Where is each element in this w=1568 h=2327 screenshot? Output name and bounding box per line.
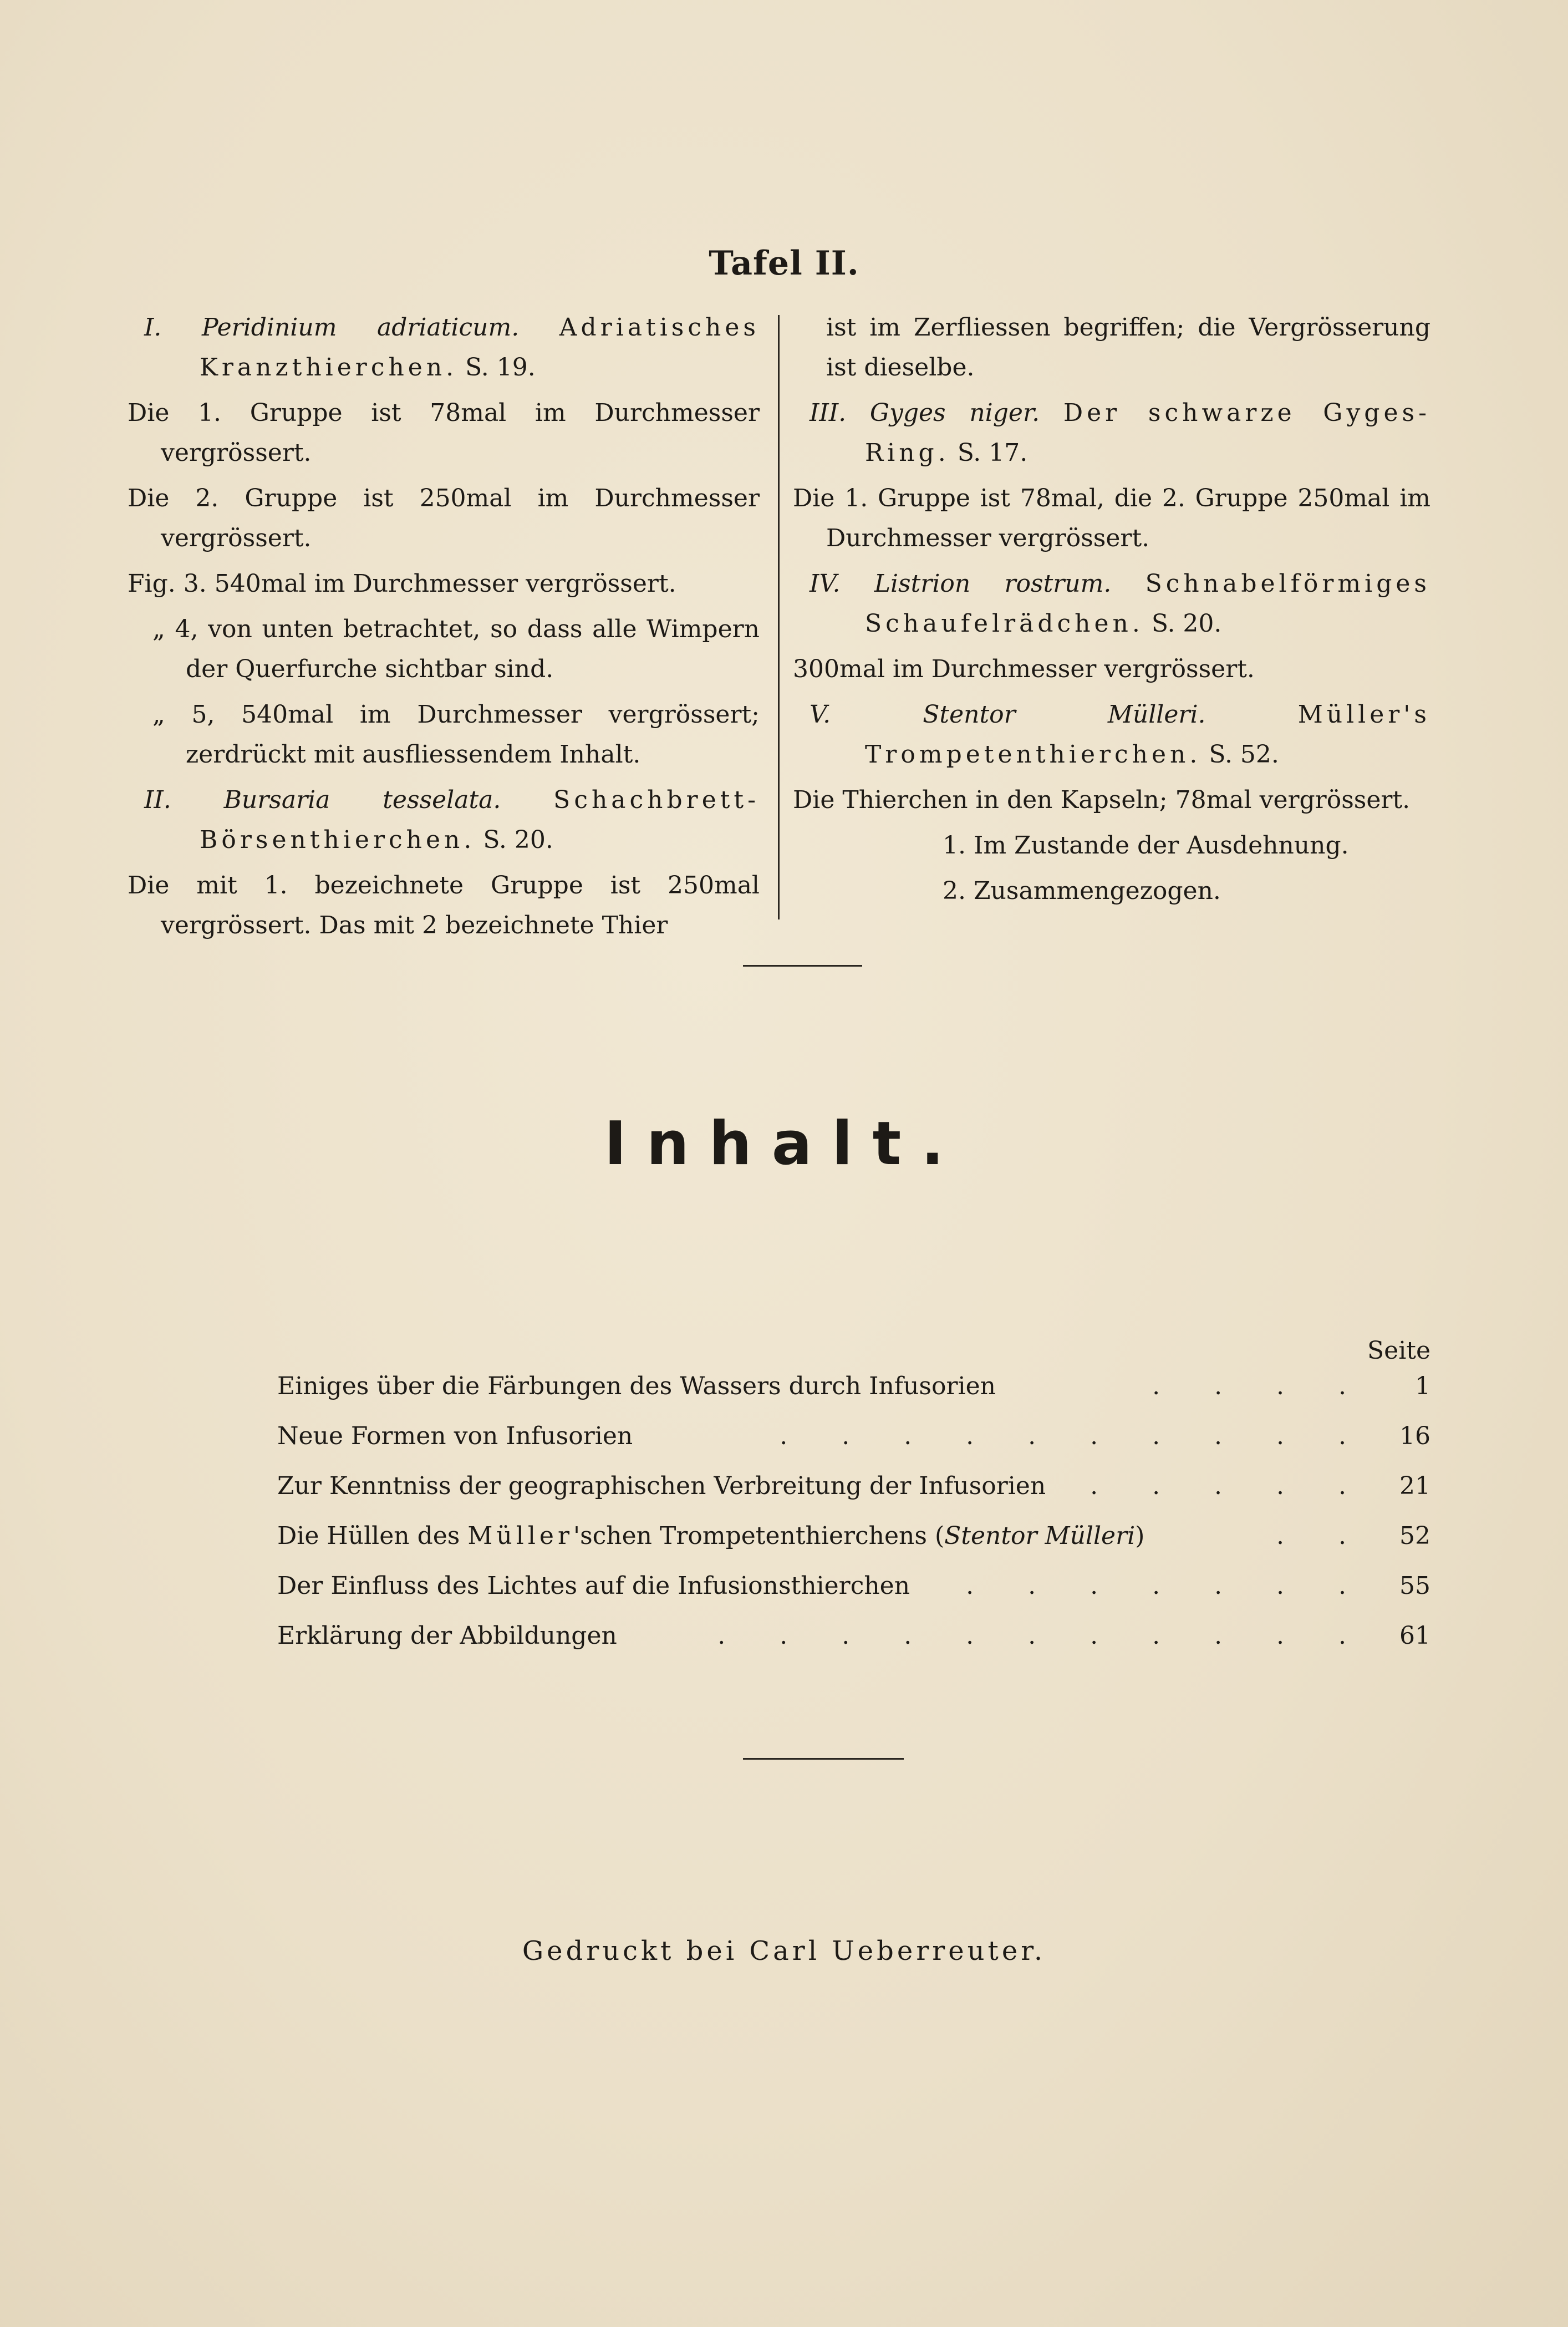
toc-title-part: Die Hüllen des	[277, 1522, 468, 1550]
toc-entry	[277, 1411, 1430, 1461]
species-name: Stentor Mülleri.	[923, 700, 1206, 729]
plate-entry-heading	[128, 780, 760, 860]
common-name: Müller's Trompetenthierchen.	[865, 700, 1430, 769]
plate-line: Die mit 1. bezeichnete Gruppe ist 250mal vergrössert. Das mit 2 bezeichnete Thier	[128, 871, 760, 939]
toc-title: Einiges über die Färbungen des Wassers durch Infusorien	[277, 1372, 996, 1400]
entry-numeral: V.	[810, 700, 831, 729]
toc-leader: . . . . .	[1090, 1472, 1370, 1500]
page-column-label: Seite	[1367, 1337, 1430, 1365]
toc-leader: . . . . . . . . . .	[780, 1422, 1370, 1450]
entry-numeral: IV.	[810, 570, 841, 598]
plate-entry-heading	[793, 695, 1430, 775]
toc-page-number: 61	[1399, 1622, 1430, 1650]
toc-leader: . . . . . . . . . . .	[717, 1622, 1370, 1650]
page-reference: S. 19.	[465, 353, 536, 382]
plate-line: Die Thierchen in den Kapseln; 78mal vergrössert.	[793, 786, 1411, 814]
tafel-title: Tafel II.	[709, 244, 859, 283]
toc-page-number: 16	[1399, 1422, 1430, 1450]
plate-line: 300mal im Durchmesser vergrössert.	[793, 655, 1255, 683]
toc-entry	[277, 1611, 1430, 1661]
toc-title: Der Einfluss des Lichtes auf die Infusionsthierchen	[277, 1572, 910, 1600]
contents-title: Inhalt.	[604, 1109, 964, 1178]
species-name: Listrion rostrum.	[874, 570, 1112, 598]
toc-title: Neue Formen von Infusorien	[277, 1422, 633, 1450]
toc-leader: . . . . . . .	[966, 1572, 1370, 1600]
tafel-left-column	[128, 308, 760, 951]
plate-line: Die 2. Gruppe ist 250mal im Durchmesser vergrössert.	[128, 484, 760, 552]
toc-title-part: 'schen Trompetenthierchens (	[573, 1522, 945, 1550]
common-name: Der schwarze Gyges-Ring.	[865, 399, 1430, 467]
toc-page-number: 21	[1399, 1472, 1430, 1500]
plate-line: 2. Zusammengezogen.	[943, 877, 1221, 905]
toc-leader: . .	[1276, 1522, 1370, 1550]
plate-line: Die 1. Gruppe ist 78mal im Durchmesser vergrössert.	[128, 399, 760, 467]
plate-entry-heading	[793, 393, 1430, 473]
plate-line: Fig. 3. 540mal im Durchmesser vergrössert.	[128, 570, 676, 598]
toc-page-number: 52	[1399, 1522, 1430, 1550]
common-name: Schnabelförmiges Schaufelrädchen.	[865, 570, 1430, 638]
common-name: Adriatisches Kranzthierchen.	[200, 313, 760, 382]
species-name: Bursaria tesselata.	[223, 786, 501, 814]
table-of-contents	[277, 1361, 1430, 1661]
page-reference: S. 20.	[483, 826, 553, 854]
plate-line: „ 4, von unten betrachtet, so dass alle Wimpern der Querfurche sichtbar sind.	[152, 615, 760, 683]
plate-line: 1. Im Zustande der Ausdehnung.	[943, 831, 1349, 860]
toc-title-species: Stentor Mülleri	[944, 1522, 1136, 1550]
plate-line: Die 1. Gruppe ist 78mal, die 2. Gruppe 250mal im Durchmesser vergrössert.	[793, 484, 1430, 552]
toc-page-number: 55	[1399, 1572, 1430, 1600]
plate-entry-heading	[793, 564, 1430, 644]
toc-entry	[277, 1361, 1430, 1411]
column-divider	[778, 315, 780, 919]
page-reference: S. 17.	[957, 439, 1028, 467]
species-name: Peridinium adriaticum.	[201, 313, 520, 342]
toc-title: Zur Kenntniss der geographischen Verbreitung der Infusorien	[277, 1472, 1046, 1500]
toc-title	[277, 1511, 1144, 1561]
entry-numeral: II.	[144, 786, 171, 814]
page-reference: S. 52.	[1209, 740, 1279, 769]
species-name: Gyges niger.	[869, 399, 1040, 427]
toc-page-number: 1	[1415, 1372, 1430, 1400]
toc-entry	[277, 1561, 1430, 1611]
toc-leader: . . . .	[1152, 1372, 1370, 1400]
section-rule	[743, 965, 862, 967]
toc-entry	[277, 1511, 1430, 1561]
plate-line-continued: ist im Zerfliessen begriffen; die Vergrösserung ist dieselbe.	[826, 313, 1430, 382]
page-reference: S. 20.	[1151, 609, 1222, 638]
entry-numeral: I.	[144, 313, 162, 342]
toc-title-part: )	[1135, 1522, 1145, 1550]
entry-numeral: III.	[810, 399, 847, 427]
toc-title: Erklärung der Abbildungen	[277, 1622, 617, 1650]
printer-imprint: Gedruckt bei Carl Ueberreuter.	[522, 1935, 1046, 1967]
plate-entry-heading	[128, 308, 760, 388]
toc-title-name: Müller	[467, 1522, 573, 1550]
common-name: Schachbrett-Börsenthierchen.	[200, 786, 760, 854]
tafel-right-column	[793, 308, 1430, 917]
plate-line: „ 5, 540mal im Durchmesser vergrössert; zerdrückt mit ausfliessendem Inhalt.	[152, 700, 760, 769]
toc-entry	[277, 1461, 1430, 1511]
section-rule	[743, 1758, 904, 1760]
